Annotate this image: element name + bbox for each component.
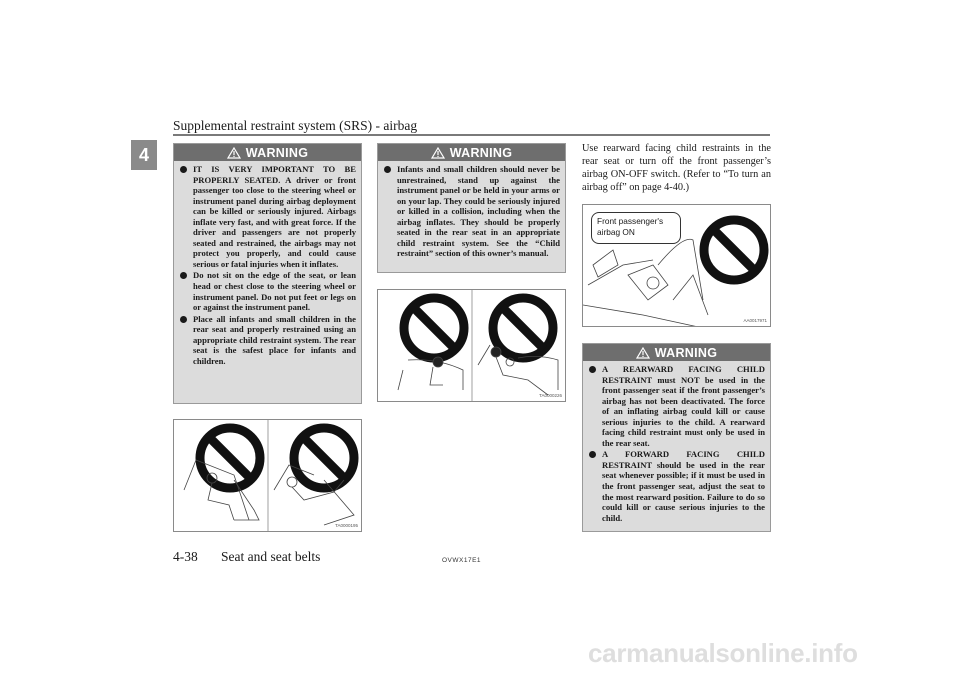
chapter-tab: 4 <box>131 140 157 170</box>
prohibition-icon <box>404 298 464 358</box>
warning-box-child-restraint <box>582 343 771 532</box>
warning-text: A REARWARD FACING CHILD RESTRAINT must NOT be used in the front passenger seat if the front passenger’s airbag has not been deactivated. The force of an inflating airbag could kill or cause serious injuries to the child. A rearward facing child restraint must only be used in the rear seat. <box>602 364 765 448</box>
figure-improper-seating <box>173 419 362 532</box>
warning-item <box>179 270 356 312</box>
warning-item <box>588 449 765 523</box>
warning-text: IT IS VERY IMPORTANT TO BE PROPERLY SEATED. A driver or front passenger too close to the steering wheel or instrument panel during airbag deployment can be killed or seriously injured. Airbags inflate very fast, and with great force. If the driver and passengers are not properly seated and restrained, the airbags may not protect you properly, and could cause serious or fatal injuries when it inflates. <box>193 164 356 269</box>
prohibition-icon <box>493 298 553 358</box>
warning-heading: WARNING <box>654 345 718 360</box>
figure-code: TA0000226 <box>539 393 562 398</box>
bullet-icon <box>180 272 187 279</box>
document-code: OVWX17E1 <box>442 557 482 564</box>
figure-code: AA0017971 <box>743 318 767 323</box>
warning-header <box>174 144 361 161</box>
page-header-title: Supplemental restraint system (SRS) - airbag <box>173 118 418 133</box>
prohibition-icon <box>294 428 354 488</box>
header-rule <box>173 134 770 136</box>
warning-text: Do not sit on the edge of the seat, or lean head or chest close to the steering wheel or instrument panel. Do not put feet or legs on or against the instrument panel. <box>193 270 356 313</box>
prohibition-icon <box>200 428 260 488</box>
bullet-icon <box>180 166 187 173</box>
warning-item <box>179 314 356 367</box>
warning-header <box>378 144 565 161</box>
bullet-icon <box>180 316 187 323</box>
warning-triangle-icon <box>636 347 650 359</box>
page-number: 4-38 <box>173 549 198 564</box>
warning-box-children <box>377 143 566 273</box>
bullet-icon <box>384 166 391 173</box>
warning-triangle-icon <box>431 147 445 159</box>
figure-code: TA0000195 <box>335 523 358 528</box>
section-name: Seat and seat belts <box>221 549 321 564</box>
airbag-on-callout: Front passenger's airbag ON <box>591 212 681 244</box>
bullet-icon <box>589 451 596 458</box>
warning-header <box>583 344 770 361</box>
warning-box-seating <box>173 143 362 404</box>
warning-triangle-icon <box>227 147 241 159</box>
car-interior-illustration <box>583 239 708 327</box>
warning-text: A FORWARD FACING CHILD RESTRAINT should be used in the rear seat whenever possible; if it must be used in the front passenger seat, adjust the seat to the most rearward position. Failure to do so could kill or cause serious injuries to the child. <box>602 449 765 523</box>
warning-text: Place all infants and small children in the rear seat and properly restrained using an appropriate child restraint system. The rear seat is the safest place for infants and children. <box>193 313 356 366</box>
warning-text: Infants and small children should never be unrestrained, stand up against the instrument panel or be held in your arms or on your lap. They could be seriously injured or killed in a collision, including when the airbag inflates. They should be properly seated in the rear seat in an appropriate child restraint system. See the “Child restraint” section of this owner’s manual. <box>397 164 560 259</box>
warning-item <box>383 164 560 259</box>
bullet-icon <box>589 366 596 373</box>
warning-heading: WARNING <box>449 145 513 160</box>
warning-item <box>179 164 356 269</box>
warning-item <box>588 364 765 448</box>
prohibition-icon <box>704 220 764 280</box>
figure-unrestrained-children <box>377 289 566 402</box>
warning-heading: WARNING <box>245 145 309 160</box>
watermark-link[interactable]: carmanualsonline.info <box>588 638 858 668</box>
instruction-paragraph: Use rearward facing child restraints in the rear seat or turn off the front passenger’s airbag ON-OFF switch. (Refer to “To turn an airbag off” on page 4-40.) <box>582 143 771 193</box>
